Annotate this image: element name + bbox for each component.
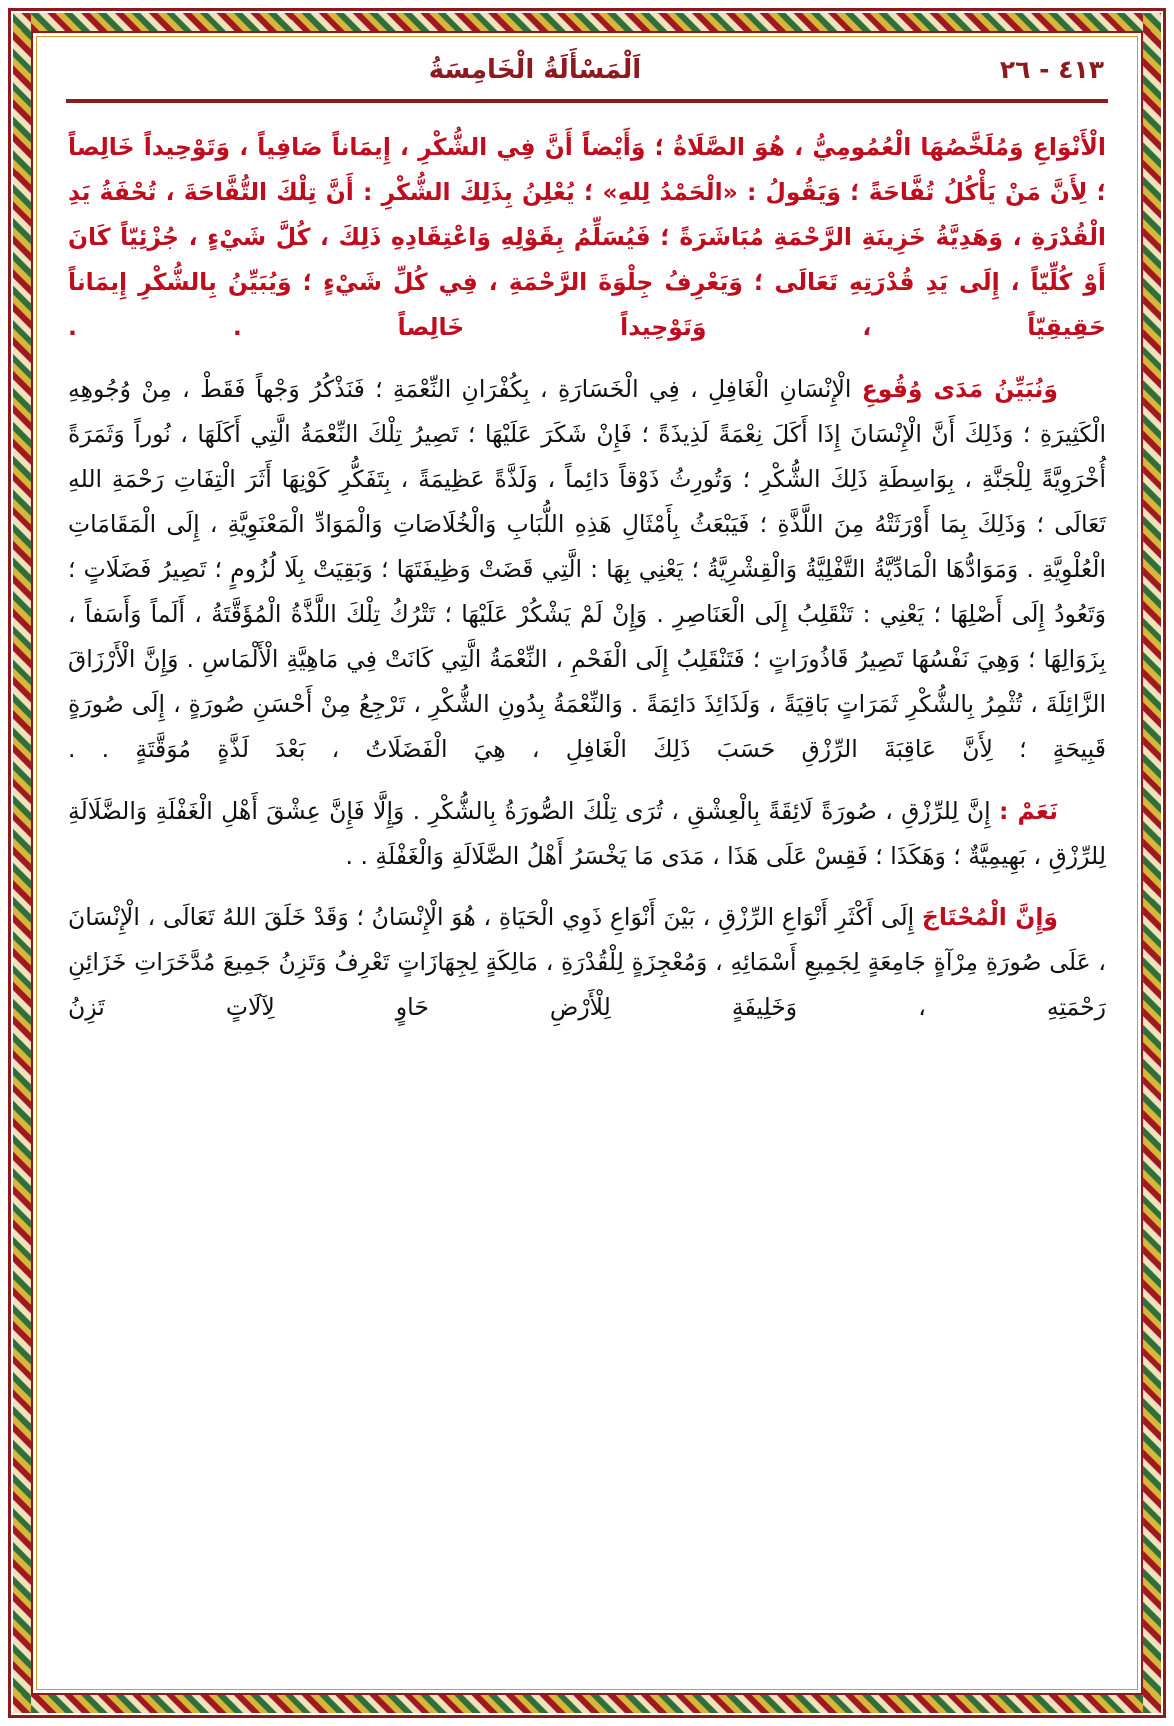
paragraph-gratitude bbox=[68, 367, 1106, 773]
paragraph-body-2: الْإِنْسَانِ الْغَافِلِ ، فِي الْخَسَارَةِ ، بِكُفْرَانِ النِّعْمَةِ ؛ فَنَذْكُرُ وَجْهاً فَقَطْ ، مِنْ وُجُوهِهِ الْكَثِيرَةِ ؛ وَذَلِكَ أَنَّ الْإِنْسَانَ إِذَا أَكَلَ نِعْمَةً لَذِيذَةً ؛ فَإِنْ شَكَرَ عَلَيْهَا ؛ تَصِيرُ تِلْكَ النِّعْمَةُ الَّتِي أَكَلَهَا ، نُوراً وَثَمَرَةً أُخْرَوِيَّةً لِلْجَنَّةِ ، بِوَاسِطَةِ ذَلِكَ الشُّكْرِ ؛ وَتُورِثُ ذَوْقاً دَائِماً ، وَلَذَّةً عَظِيمَةً ، بِتَفَكُّرِ كَوْنِهَا أَثَرَ الْتِفَاتِ رَحْمَةِ اللهِ تَعَالَى ؛ وَذَلِكَ بِمَا أَوْرَثَتْهُ مِنَ اللَّذَّةِ ؛ فَيَبْعَثُ بِأَمْثَالِ هَذِهِ اللُّبَابِ وَالْخُلَاصَاتِ وَالْمَوَادِّ الْمَعْنَوِيَّةِ ، إِلَى الْمَقَامَاتِ الْعُلْوِيَّةِ . وَمَوَادُّهَا الْمَادِّيَّةُ التَّفْلِيَّةُ وَالْقِشْرِيَّةُ ؛ يَعْنِي بِهَا : الَّتِي قَضَتْ وَظِيفَتَهَا ؛ وَبَقِيَتْ بِلَا لُزُومٍ ؛ تَصِيرُ فَضَلَاتٍ ؛ وَتَعُودُ إِلَى أَصْلِهَا ؛ يَعْنِي : تَنْقَلِبُ إِلَى الْعَنَاصِرِ . وَإِنْ لَمْ يَشْكُرْ عَلَيْهَا ؛ تَتْرُكُ تِلْكَ اللَّذَّةُ الْمُؤَقَّتَةُ ، أَلَماً وَأَسَفاً ، بِزَوَالِهَا ؛ وَهِيَ نَفْسُهَا تَصِيرُ قَاذُورَاتٍ ؛ فَتَنْقَلِبُ إِلَى الْفَحْمِ ، النِّعْمَةُ الَّتِي كَانَتْ فِي مَاهِيَّةِ الْأَلْمَاسِ . وَإِنَّ الْأَرْزَاقَ الزَّائِلَةَ ، تُثْمِرُ بِالشُّكْرِ ثَمَرَاتٍ بَاقِيَةً ، وَلَذَائِذَ دَائِمَةً . وَالنِّعْمَةُ بِدُونِ الشُّكْرِ ، تَرْجِعُ مِنْ أَحْسَنِ صُورَةٍ ، إِلَى صُورَةٍ قَبِيحَةٍ ؛ لِأَنَّ عَاقِبَةَ الرِّزْقِ حَسَبَ ذَلِكَ الْغَافِلِ ، هِيَ الْفَضَلَاتُ ، بَعْدَ لَذَّةٍ مُوَقَّتَةٍ . . bbox=[68, 374, 1106, 764]
header-divider bbox=[66, 99, 1108, 103]
paragraph-naam bbox=[68, 789, 1106, 879]
paragraph-needy-human bbox=[68, 895, 1106, 1030]
page-title: اَلْمَسْأَلَةُ الْخَامِسَةُ bbox=[428, 55, 642, 85]
body-text bbox=[60, 125, 1114, 1030]
paragraph-opening-red: الْأَنْوَاعِ وَمُلَخَّصُهَا الْعُمُومِيُّ ، هُوَ الصَّلَاةُ ؛ وَأَيْضاً أَنَّ فِي الشُّكْرِ ، إِيمَاناً صَافِياً ، وَتَوْحِيداً خَالِصاً ؛ لِأَنَّ مَنْ يَأْكُلُ تُفَّاحَةً ؛ وَيَقُولُ : «الْحَمْدُ لِلهِ» ؛ يُعْلِنُ بِذَلِكَ الشُّكْرِ : أَنَّ تِلْكَ التُّفَّاحَةَ ، تُحْفَةُ يَدِ الْقُدْرَةِ ، وَهَدِيَّةُ خَزِينَةِ الرَّحْمَةِ مُبَاشَرَةً ؛ فَيُسَلِّمُ بِقَوْلِهِ وَاعْتِقَادِهِ ذَلِكَ ، كُلَّ شَيْءٍ ، جُزْئِيّاً كَانَ أَوْ كُلِّيّاً ، إِلَى يَدِ قُدْرَتِهِ تَعَالَى ؛ وَيَعْرِفُ جِلْوَةَ الرَّحْمَةِ ، فِي كُلِّ شَيْءٍ ؛ وَيُبَيِّنُ بِالشُّكْرِ إِيمَاناً حَقِيقِيّاً ، وَتَوْحِيداً خَالِصاً . . bbox=[68, 133, 1106, 342]
page-reference: ٤١٣ - ٢٦ bbox=[999, 55, 1104, 84]
paragraph-body-4: إِلَى أَكْثَرِ أَنْوَاعِ الرِّزْقِ ، بَيْنَ أَنْوَاعِ ذَوِي الْحَيَاةِ ، هُوَ الْإِنْسَانُ ؛ وَقَدْ خَلَقَ اللهُ تَعَالَى ، الْإِنْسَانَ ، عَلَى صُورَةِ مِرْآةٍ جَامِعَةٍ لِجَمِيعِ أَسْمَائِهِ ، وَمُعْجِزَةٍ لِلْقُدْرَةِ ، مَالِكَةٍ لِجِهَازَاتٍ تَعْرِفُ وَتَزِنُ جَمِيعَ مُدَّخَرَاتِ خَزَائِنِ رَحْمَتِهِ ، وَخَلِيفَةٍ لِلْأَرْضِ حَاوٍ لِآلَاتٍ تَزِنُ bbox=[68, 902, 1106, 1021]
paragraph-lead-in-2: وَنُبَيِّنُ مَدَى وُقُوعِ bbox=[861, 374, 1058, 403]
paragraph-body-3: إِنَّ لِلرِّزْقِ ، صُورَةً لَائِقَةً بِالْعِشْقِ ، تُرَى تِلْكَ الصُّورَةُ بِالشُّكْرِ . وَإِلَّا فَإِنَّ عِشْقَ أَهْلِ الْغَفْلَةِ وَالضَّلَالَةِ لِلرِّزْقِ ، بَهِيمِيَّةٌ ؛ وَهَكَذَا ؛ فَقِسْ عَلَى هَذَا ، مَدَى مَا يَخْسَرُ أَهْلُ الضَّلَالَةِ وَالْغَفْلَةِ . . bbox=[68, 796, 1106, 870]
page-header bbox=[60, 55, 1114, 85]
paragraph-lead-in-4: وَإِنَّ الْمُحْتَاجَ bbox=[921, 902, 1059, 931]
paragraph-lead-in-3: نَعَمْ : bbox=[999, 796, 1058, 825]
page-content bbox=[60, 55, 1114, 1676]
